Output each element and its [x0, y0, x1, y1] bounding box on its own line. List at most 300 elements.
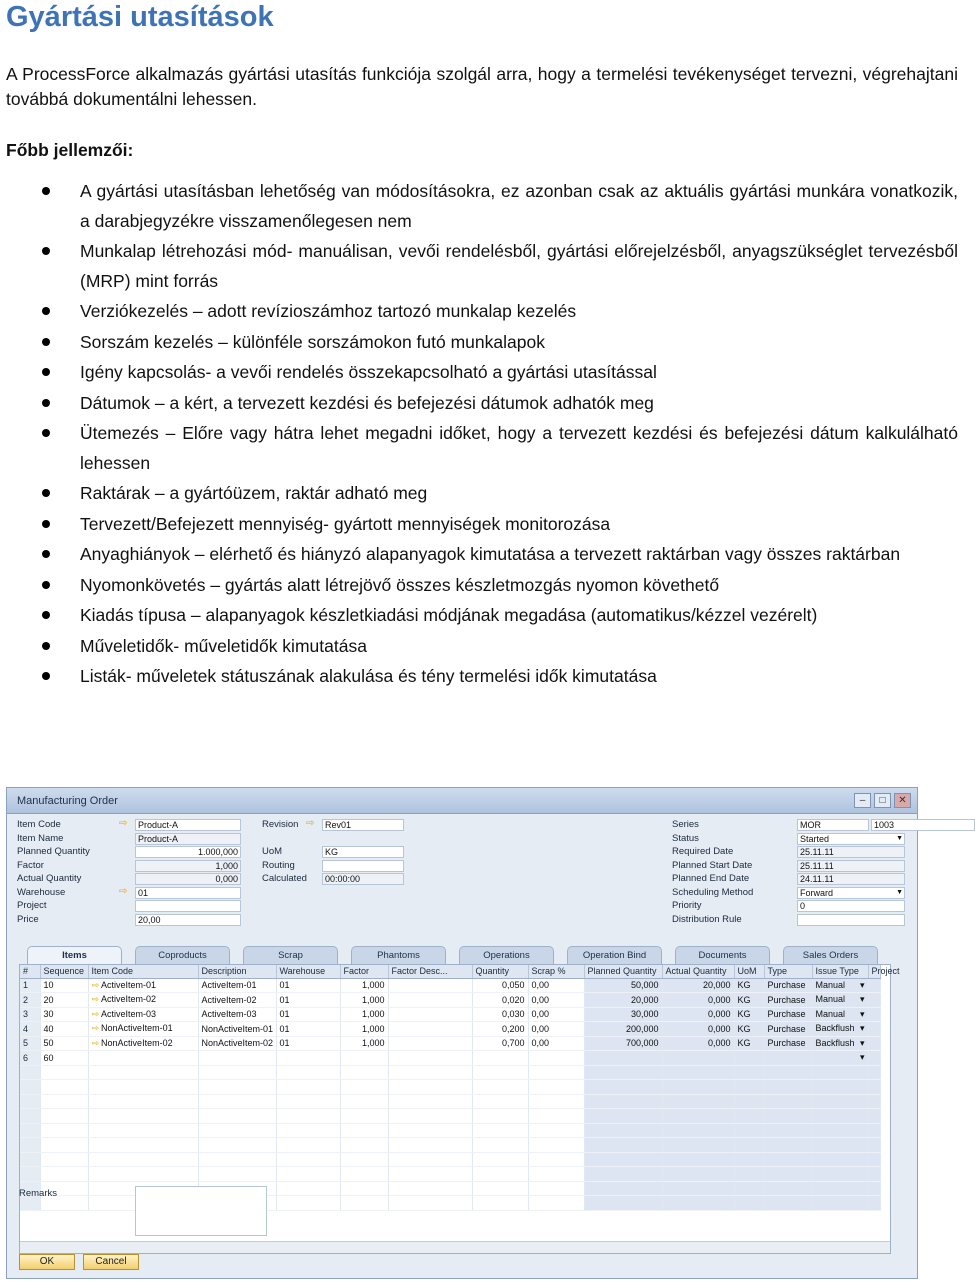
cell-n	[20, 978, 40, 993]
column-header[interactable]: Type	[764, 965, 812, 978]
cell-factor[interactable]	[340, 1051, 388, 1066]
cell-fdesc[interactable]	[388, 978, 472, 993]
field-value[interactable]	[797, 914, 905, 926]
cell-actual[interactable]	[662, 993, 734, 1008]
cell-empty	[764, 1065, 812, 1080]
bullet-icon	[42, 307, 50, 315]
tab-items[interactable]: Items	[27, 946, 122, 964]
table-row[interactable]	[20, 1022, 880, 1037]
cell-fdesc[interactable]	[388, 1022, 472, 1037]
table-row[interactable]	[20, 978, 880, 993]
cell-type[interactable]	[764, 978, 812, 993]
cell-seq[interactable]	[40, 1051, 88, 1066]
link-arrow-icon[interactable]: ⇨	[119, 818, 128, 829]
items-table	[20, 965, 900, 1211]
cell-empty	[584, 1094, 662, 1109]
cell-seq[interactable]	[40, 993, 88, 1008]
cell-empty	[472, 1065, 528, 1080]
field-label: Series	[672, 819, 699, 831]
field-row	[672, 818, 895, 832]
cell-text: 6	[23, 1052, 29, 1063]
cell-empty	[764, 1138, 812, 1153]
bullet-icon	[42, 611, 50, 619]
field-value[interactable]: KG	[322, 846, 404, 858]
cell-text: 20,000	[630, 994, 659, 1005]
cell-text: 0,000	[707, 1009, 731, 1020]
tab-sales-orders[interactable]: Sales Orders	[783, 946, 878, 964]
cell-empty	[388, 1109, 472, 1124]
cancel-button[interactable]: Cancel	[83, 1254, 139, 1270]
cell-scrap[interactable]	[528, 1036, 584, 1051]
tab-coproducts[interactable]: Coproducts	[135, 946, 230, 964]
cell-factor[interactable]	[340, 1007, 388, 1022]
cell-planned[interactable]	[584, 1022, 662, 1037]
cell-empty	[276, 1109, 340, 1124]
cell-empty	[388, 1196, 472, 1211]
cell-empty	[528, 1123, 584, 1138]
table-row[interactable]	[20, 1007, 880, 1022]
link-arrow-icon[interactable]: ⇨	[91, 1023, 100, 1034]
field-row	[262, 872, 408, 886]
feature-item	[0, 632, 960, 662]
series-number-field[interactable]: 1003	[871, 819, 975, 831]
cell-text: 20	[43, 994, 54, 1005]
cell-text: 01	[279, 980, 290, 991]
field-label: Revision	[262, 819, 299, 831]
cell-empty	[662, 1152, 734, 1167]
cell-seq[interactable]	[40, 978, 88, 993]
column-header[interactable]: UoM	[734, 965, 764, 978]
cell-text: 0,000	[707, 1038, 731, 1049]
cell-n	[20, 1036, 40, 1051]
cell-actual[interactable]	[662, 1022, 734, 1037]
cell-scrap[interactable]	[528, 993, 584, 1008]
ok-button[interactable]: OK	[19, 1254, 75, 1270]
cell-fdesc[interactable]	[388, 1051, 472, 1066]
cell-empty	[662, 1196, 734, 1211]
link-arrow-icon[interactable]: ⇨	[306, 818, 315, 829]
tab-operations[interactable]: Operations	[459, 946, 554, 964]
cell-text: 2	[23, 994, 29, 1005]
cell-empty	[764, 1196, 812, 1211]
field-value[interactable]	[322, 860, 404, 872]
column-header[interactable]: Warehouse	[276, 965, 340, 978]
cell-empty	[198, 1065, 276, 1080]
cell-actual[interactable]	[662, 1007, 734, 1022]
table-row[interactable]	[20, 993, 880, 1008]
bullet-icon	[42, 429, 50, 437]
cell-empty	[20, 1080, 40, 1095]
cell-text: 0,000	[707, 994, 731, 1005]
table-row[interactable]	[20, 1051, 880, 1066]
cell-desc[interactable]	[198, 1051, 276, 1066]
field-label: Item Code	[17, 819, 61, 831]
field-value[interactable]: 00:00:00	[322, 873, 404, 885]
cell-desc[interactable]	[198, 1036, 276, 1051]
cell-qty[interactable]	[472, 1007, 528, 1022]
cell-empty	[276, 1167, 340, 1182]
field-value[interactable]: 1.000,000	[135, 846, 241, 858]
cell-planned[interactable]	[584, 1036, 662, 1051]
field-value[interactable]	[135, 900, 241, 912]
cell-type[interactable]	[764, 1007, 812, 1022]
field-value[interactable]: Forward ▼	[797, 887, 905, 899]
cell-empty	[584, 1123, 662, 1138]
feature-text: Dátumok – a kért, a tervezett kezdési és befejezési dátumok adhatók meg	[80, 392, 654, 413]
remarks-label: Remarks	[19, 1188, 58, 1199]
field-label: Planned End Date	[672, 873, 750, 885]
cell-planned[interactable]	[584, 993, 662, 1008]
cell-text: 1,000	[361, 980, 385, 991]
cell-empty	[734, 1065, 764, 1080]
cell-text: ActiveItem-02	[201, 994, 257, 1005]
column-header[interactable]: Project	[868, 965, 880, 978]
cell-seq[interactable]	[40, 1007, 88, 1022]
dropdown-arrow-icon[interactable]: ▾	[859, 994, 865, 1005]
cell-text: NonActiveItem-02	[201, 1038, 274, 1049]
cell-empty	[88, 1123, 198, 1138]
dropdown-arrow-icon[interactable]: ▾	[859, 1052, 865, 1063]
cell-empty	[198, 1138, 276, 1153]
cell-type[interactable]	[764, 993, 812, 1008]
tab-operation-bind[interactable]: Operation Bind	[567, 946, 662, 964]
cell-seq[interactable]	[40, 1036, 88, 1051]
maximize-button[interactable]: □	[874, 793, 891, 808]
cell-text: KG	[737, 980, 751, 991]
cell-text: NonActiveItem-02	[101, 1037, 173, 1048]
column-header[interactable]: Issue Type	[812, 965, 868, 978]
link-arrow-icon[interactable]: ⇨	[91, 1008, 100, 1019]
table-row[interactable]	[20, 1036, 880, 1051]
field-row	[262, 845, 408, 859]
field-row	[672, 899, 873, 913]
cell-actual[interactable]	[662, 1036, 734, 1051]
field-value[interactable]: 24.11.11	[797, 873, 905, 885]
feature-item	[0, 389, 960, 419]
cell-desc[interactable]	[198, 1022, 276, 1037]
cell-qty[interactable]	[472, 993, 528, 1008]
dropdown-arrow-icon[interactable]: ▼	[896, 834, 903, 842]
cell-empty	[340, 1181, 388, 1196]
column-header[interactable]: Sequence	[40, 965, 88, 978]
bullet-icon	[42, 642, 50, 650]
cell-desc[interactable]	[198, 978, 276, 993]
cell-code[interactable]	[88, 1051, 198, 1066]
cell-factor[interactable]	[340, 1036, 388, 1051]
field-label: Status	[672, 832, 699, 844]
cell-empty	[528, 1094, 584, 1109]
cell-wh[interactable]	[276, 1022, 340, 1037]
cell-code[interactable]	[88, 993, 198, 1008]
cell-empty	[528, 1167, 584, 1182]
cell-type[interactable]	[764, 1036, 812, 1051]
cell-code[interactable]	[88, 978, 198, 993]
window-title: Manufacturing Order	[17, 795, 118, 807]
cell-desc[interactable]	[198, 1007, 276, 1022]
cell-empty	[868, 1181, 880, 1196]
field-row	[17, 832, 245, 846]
cell-text: ActiveItem-03	[101, 1008, 157, 1019]
cell-factor[interactable]	[340, 978, 388, 993]
cell-empty	[868, 1080, 880, 1095]
dropdown-arrow-icon[interactable]: ▾	[859, 979, 865, 990]
dropdown-arrow-icon[interactable]: ▾	[859, 1023, 865, 1034]
header-left-fields	[17, 818, 245, 926]
cell-empty	[868, 1167, 880, 1182]
cell-type[interactable]	[764, 1022, 812, 1037]
field-row	[17, 899, 245, 913]
cell-code[interactable]	[88, 1022, 198, 1037]
cell-empty	[764, 1094, 812, 1109]
field-value[interactable]: Product-A	[135, 833, 241, 845]
column-header[interactable]: Factor Desc...	[388, 965, 472, 978]
cell-text: KG	[737, 994, 751, 1005]
field-row	[672, 845, 873, 859]
bullet-icon	[42, 520, 50, 528]
cell-fdesc[interactable]	[388, 1036, 472, 1051]
column-header[interactable]: Scrap %	[528, 965, 584, 978]
tab-strip	[27, 946, 895, 964]
bullet-icon	[42, 581, 50, 589]
cell-planned[interactable]	[584, 1007, 662, 1022]
cell-uom[interactable]	[734, 1051, 764, 1066]
cell-text: 0,200	[501, 1023, 525, 1034]
cell-n	[20, 1022, 40, 1037]
field-value[interactable]: MOR	[797, 819, 869, 831]
feature-item	[0, 419, 960, 478]
field-value[interactable]: Rev01	[322, 819, 404, 831]
cell-empty	[812, 1152, 868, 1167]
field-value[interactable]: Started ▼	[797, 833, 905, 845]
cell-uom[interactable]	[734, 1007, 764, 1022]
column-header[interactable]: #	[20, 965, 40, 978]
dropdown-arrow-icon[interactable]: ▾	[859, 1037, 865, 1048]
cell-fdesc[interactable]	[388, 993, 472, 1008]
cell-actual[interactable]	[662, 1051, 734, 1066]
cell-empty	[764, 1181, 812, 1196]
column-header[interactable]: Actual Quantity	[662, 965, 734, 978]
field-label: Calculated	[262, 873, 307, 885]
field-row	[672, 886, 903, 900]
cell-empty	[198, 1123, 276, 1138]
cell-empty	[764, 1152, 812, 1167]
cell-text: Manual	[815, 994, 846, 1005]
cell-empty	[276, 1123, 340, 1138]
cell-empty	[388, 1152, 472, 1167]
column-header[interactable]: Planned Quantity	[584, 965, 662, 978]
cell-issue[interactable]	[812, 1036, 868, 1051]
cell-planned[interactable]	[584, 978, 662, 993]
minimize-button[interactable]: –	[854, 793, 871, 808]
cell-empty	[472, 1138, 528, 1153]
cell-text: 0,030	[501, 1009, 525, 1020]
cell-n	[20, 1051, 40, 1066]
cell-empty	[812, 1065, 868, 1080]
cell-scrap[interactable]	[528, 978, 584, 993]
cell-uom[interactable]	[734, 1036, 764, 1051]
tab-phantoms[interactable]: Phantoms	[351, 946, 446, 964]
cell-text: 0,00	[531, 1038, 550, 1049]
cell-empty	[88, 1094, 198, 1109]
feature-text: Sorszám kezelés – különféle sorszámokon futó munkalapok	[80, 331, 545, 352]
page-title: Gyártási utasítások	[6, 1, 274, 33]
cell-desc[interactable]	[198, 993, 276, 1008]
cell-empty	[472, 1196, 528, 1211]
column-header[interactable]: Item Code	[88, 965, 198, 978]
cell-text: 700,000	[625, 1038, 659, 1049]
column-header[interactable]: Factor	[340, 965, 388, 978]
field-row	[262, 832, 408, 846]
cell-empty	[276, 1094, 340, 1109]
cell-empty	[340, 1167, 388, 1182]
dropdown-arrow-icon[interactable]: ▾	[859, 1008, 865, 1019]
cell-code[interactable]	[88, 1007, 198, 1022]
cell-empty	[388, 1065, 472, 1080]
cell-empty	[662, 1123, 734, 1138]
cell-empty	[868, 1109, 880, 1124]
cell-project[interactable]	[868, 1051, 880, 1066]
cell-wh[interactable]	[276, 978, 340, 993]
cell-qty[interactable]	[472, 1036, 528, 1051]
cell-empty	[734, 1080, 764, 1095]
cell-wh[interactable]	[276, 1051, 340, 1066]
cell-empty	[812, 1167, 868, 1182]
cell-wh[interactable]	[276, 1007, 340, 1022]
cell-issue[interactable]	[812, 1007, 868, 1022]
cell-issue[interactable]	[812, 993, 868, 1008]
cell-empty	[40, 1167, 88, 1182]
field-value[interactable]: Product-A	[135, 819, 241, 831]
cell-scrap[interactable]	[528, 1022, 584, 1037]
cell-empty	[388, 1080, 472, 1095]
cell-empty	[276, 1138, 340, 1153]
cell-scrap[interactable]	[528, 1051, 584, 1066]
cell-project[interactable]	[868, 978, 880, 993]
cell-empty	[388, 1094, 472, 1109]
header-middle-fields	[262, 818, 408, 886]
field-value[interactable]: 25.11.11	[797, 860, 905, 872]
cell-empty	[276, 1080, 340, 1095]
cell-empty	[388, 1167, 472, 1182]
cell-empty	[340, 1196, 388, 1211]
cell-project[interactable]	[868, 993, 880, 1008]
feature-text: Nyomonkövetés – gyártás alatt létrejövő összes készletmozgás nyomon követhető	[80, 574, 720, 595]
cell-factor[interactable]	[340, 1022, 388, 1037]
table-row-empty	[20, 1094, 880, 1109]
cell-wh[interactable]	[276, 1036, 340, 1051]
cell-project[interactable]	[868, 1036, 880, 1051]
field-value[interactable]: 20,00	[135, 914, 241, 926]
field-value[interactable]: 01	[135, 887, 241, 899]
cell-text: 60	[43, 1052, 54, 1063]
cell-factor[interactable]	[340, 993, 388, 1008]
cell-empty	[340, 1109, 388, 1124]
link-arrow-icon[interactable]: ⇨	[119, 885, 128, 897]
window-titlebar	[7, 788, 917, 814]
field-value[interactable]: 0,000	[135, 873, 241, 885]
cell-issue[interactable]	[812, 1051, 868, 1066]
cell-empty	[662, 1109, 734, 1124]
cell-text: NonActiveItem-01	[201, 1023, 274, 1034]
cell-empty	[40, 1123, 88, 1138]
cell-empty	[20, 1138, 40, 1153]
link-arrow-icon[interactable]: ⇨	[91, 979, 100, 990]
cell-empty	[734, 1109, 764, 1124]
bullet-icon	[42, 368, 50, 376]
cell-empty	[198, 1080, 276, 1095]
field-value[interactable]: 0	[797, 900, 905, 912]
cell-text: 0,020	[501, 994, 525, 1005]
horizontal-scrollbar[interactable]	[20, 1241, 890, 1253]
remarks-field[interactable]	[135, 1186, 267, 1236]
cell-wh[interactable]	[276, 993, 340, 1008]
cell-text: 01	[279, 1038, 290, 1049]
cell-code[interactable]	[88, 1036, 198, 1051]
field-label: Priority	[672, 900, 702, 912]
link-arrow-icon[interactable]: ⇨	[91, 1037, 100, 1048]
cell-text: Purchase	[767, 980, 806, 991]
feature-item	[0, 571, 960, 601]
cell-empty	[868, 1123, 880, 1138]
feature-item	[0, 479, 960, 509]
tab-documents[interactable]: Documents	[675, 946, 770, 964]
cell-text: 0,050	[501, 980, 525, 991]
cell-empty	[528, 1065, 584, 1080]
cell-fdesc[interactable]	[388, 1007, 472, 1022]
cell-uom[interactable]	[734, 978, 764, 993]
feature-item	[0, 601, 960, 631]
cell-project[interactable]	[868, 1022, 880, 1037]
field-label: Required Date	[672, 846, 734, 858]
link-arrow-icon[interactable]: ⇨	[91, 994, 100, 1005]
cell-planned[interactable]	[584, 1051, 662, 1066]
column-header[interactable]: Quantity	[472, 965, 528, 978]
dropdown-arrow-icon[interactable]: ▼	[896, 888, 903, 896]
cell-project[interactable]	[868, 1007, 880, 1022]
cell-qty[interactable]	[472, 1051, 528, 1066]
cell-text: 0,00	[531, 1009, 550, 1020]
field-row	[17, 872, 245, 886]
cell-seq[interactable]	[40, 1022, 88, 1037]
cell-issue[interactable]	[812, 978, 868, 993]
table-row-empty	[20, 1167, 880, 1182]
cell-text: 01	[279, 1009, 290, 1020]
cell-actual[interactable]	[662, 978, 734, 993]
cell-qty[interactable]	[472, 1022, 528, 1037]
field-value[interactable]: 25.11.11	[797, 846, 905, 858]
cell-uom[interactable]	[734, 993, 764, 1008]
tab-scrap[interactable]: Scrap	[243, 946, 338, 964]
close-button[interactable]: ✕	[894, 793, 911, 808]
cell-empty	[276, 1181, 340, 1196]
cell-type[interactable]	[764, 1051, 812, 1066]
cell-issue[interactable]	[812, 1022, 868, 1037]
intro-paragraph: A ProcessForce alkalmazás gyártási utasítás funkciója szolgál arra, hogy a termelési tevékenységet tervezni, végrehajtani továbbá dokumentálni lehessen.	[6, 64, 958, 109]
cell-text: 0,700	[501, 1038, 525, 1049]
feature-text: Műveletidők- műveletidők kimutatása	[80, 635, 367, 656]
cell-uom[interactable]	[734, 1022, 764, 1037]
field-value[interactable]: 1,000	[135, 860, 241, 872]
bullet-icon	[42, 338, 50, 346]
feature-item	[0, 358, 960, 388]
cell-scrap[interactable]	[528, 1007, 584, 1022]
column-header[interactable]: Description	[198, 965, 276, 978]
cell-empty	[812, 1196, 868, 1211]
cell-qty[interactable]	[472, 978, 528, 993]
field-row	[17, 859, 245, 873]
cell-empty	[734, 1094, 764, 1109]
feature-text: Kiadás típusa – alapanyagok készletkiadási módjának megadása (automatikus/kézzel vezérelt)	[80, 605, 818, 625]
